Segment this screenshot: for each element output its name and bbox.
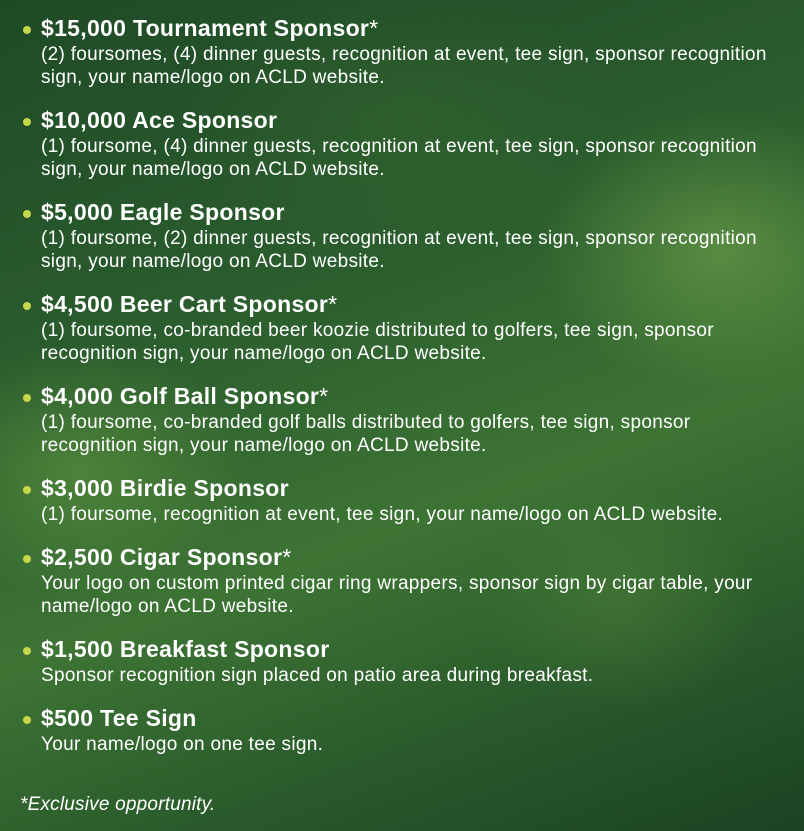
sponsorship-title: $2,500 Cigar Sponsor* [41,544,292,570]
sponsorship-description: (1) foursome, (2) dinner guests, recognition at event, tee sign, sponsor recognition sign, your name/logo on ACLD website. [41,228,757,272]
sponsorship-description: (1) foursome, (4) dinner guests, recognition at event, tee sign, sponsor recognition sign, your name/logo on ACLD website. [41,136,757,180]
sponsorship-title: $3,000 Birdie Sponsor [41,475,289,501]
sponsorship-title: $10,000 Ace Sponsor [41,107,278,133]
exclusive-footnote: *Exclusive opportunity. [20,794,216,815]
sponsorship-description: (1) foursome, recognition at event, tee sign, your name/logo on ACLD website. [41,504,724,525]
sponsorship-item-ace [0,106,804,181]
bullet-icon [23,647,31,655]
sponsorship-item-cigar [0,543,804,618]
sponsorship-item-eagle [0,198,804,273]
sponsorship-description: (1) foursome, co-branded beer koozie distributed to golfers, tee sign, sponsor recognition sign, your name/logo on ACLD website. [41,320,714,364]
bullet-icon [23,486,31,494]
bullet-icon [23,26,31,34]
bullet-icon [23,555,31,563]
sponsorship-item-birdie [0,474,804,526]
sponsorship-description: (1) foursome, co-branded golf balls distributed to golfers, tee sign, sponsor recognition sign, your name/logo on ACLD website. [41,412,691,456]
sponsorship-list [0,14,804,773]
sponsorship-description: Your name/logo on one tee sign. [41,734,324,755]
sponsorship-title: $1,500 Breakfast Sponsor [41,636,330,662]
sponsorship-item-beer-cart [0,290,804,365]
sponsorship-description: Your logo on custom printed cigar ring wrappers, sponsor sign by cigar table, your name/logo on ACLD website. [41,573,753,617]
sponsorship-item-tee-sign [0,704,804,756]
sponsorship-title: $5,000 Eagle Sponsor [41,199,285,225]
sponsorship-description: Sponsor recognition sign placed on patio area during breakfast. [41,665,594,686]
sponsorship-title: $15,000 Tournament Sponsor* [41,15,379,41]
sponsorship-item-breakfast [0,635,804,687]
bullet-icon [23,302,31,310]
sponsorship-title: $4,500 Beer Cart Sponsor* [41,291,338,317]
bullet-icon [23,394,31,402]
bullet-icon [23,716,31,724]
sponsorship-item-golf-ball [0,382,804,457]
bullet-icon [23,210,31,218]
bullet-icon [23,118,31,126]
sponsorship-title: $4,000 Golf Ball Sponsor* [41,383,329,409]
sponsorship-description: (2) foursomes, (4) dinner guests, recognition at event, tee sign, sponsor recognition sign, your name/logo on ACLD website. [41,44,767,88]
sponsorship-title: $500 Tee Sign [41,705,197,731]
sponsorship-item-tournament [0,14,804,89]
